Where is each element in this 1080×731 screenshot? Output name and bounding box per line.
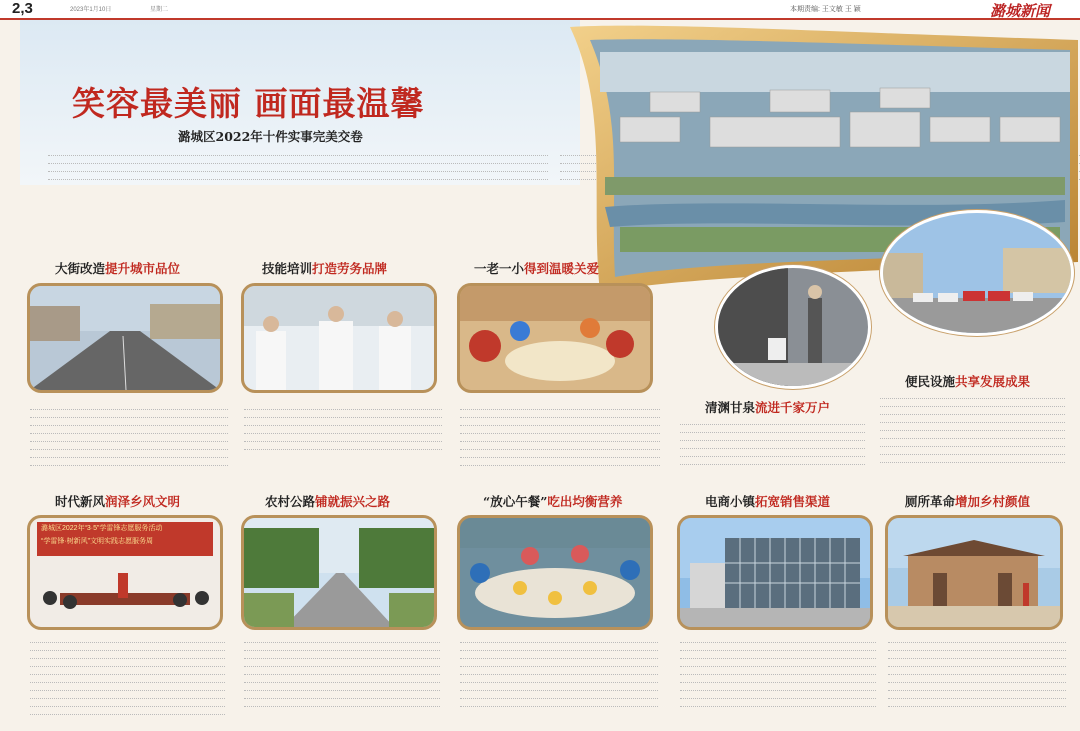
civility-text <box>30 636 225 728</box>
facilities-text <box>880 392 1065 484</box>
rural-road-photo <box>241 515 437 630</box>
school-lunch-photo <box>457 515 653 630</box>
water-tap-circle-photo <box>715 265 871 389</box>
newspaper-logo: 潞城新闻 <box>990 2 1051 20</box>
masthead-bar <box>0 0 1080 20</box>
toilet-text <box>888 636 1066 728</box>
section-heading-training: 技能培训打造劳务品牌 <box>262 261 388 276</box>
water-text <box>680 418 865 483</box>
parking-circle-photo <box>880 210 1074 336</box>
training-text <box>244 403 442 483</box>
section-heading-toilet: 厕所革命增加乡村颜值 <box>905 494 1031 509</box>
lunch-text <box>460 636 658 728</box>
section-heading-civility: 时代新风润泽乡风文明 <box>55 494 181 509</box>
roads-text <box>244 636 440 728</box>
issue-weekday: 星期二 <box>150 7 169 13</box>
page-numbers: 2,3 <box>12 0 33 17</box>
section-heading-street: 大街改造提升城市品位 <box>55 261 181 276</box>
section-heading-elderly: 一老一小得到温暖关爱 <box>474 261 600 276</box>
section-heading-roads: 农村公路铺就振兴之路 <box>265 494 391 509</box>
section-heading-ecommerce: 电商小镇拓宽销售渠道 <box>705 494 831 509</box>
event-banner: 潞城区2022年“3·5”学雷锋志愿服务活动 “学雷锋·树新风”文明实践志愿服务周 <box>37 522 213 556</box>
ecommerce-text <box>680 636 876 728</box>
section-heading-lunch: “放心午餐”吃出均衡营养 <box>483 494 623 509</box>
elderly-dining-photo <box>457 283 653 393</box>
ecommerce-building-photo <box>677 515 873 630</box>
editor-credit: 本期责编: 王文敏 王 颖 <box>790 6 861 13</box>
volunteer-event-photo <box>27 515 223 630</box>
elderly-text <box>460 403 660 483</box>
issue-date: 2023年1月10日 <box>70 7 112 13</box>
street-photo <box>27 283 223 393</box>
page-subheadline: 潞城区2022年十件实事完美交卷 <box>178 129 363 144</box>
section-heading-water: 清渊甘泉流进千家万户 <box>705 400 831 415</box>
training-photo <box>241 283 437 393</box>
page-headline: 笑容最美丽 画面最温馨 <box>72 84 425 123</box>
section-heading-facilities: 便民设施共享发展成果 <box>905 374 1031 389</box>
intro-text-block <box>48 150 548 192</box>
street-text <box>30 403 228 483</box>
toilet-building-photo <box>885 515 1063 630</box>
